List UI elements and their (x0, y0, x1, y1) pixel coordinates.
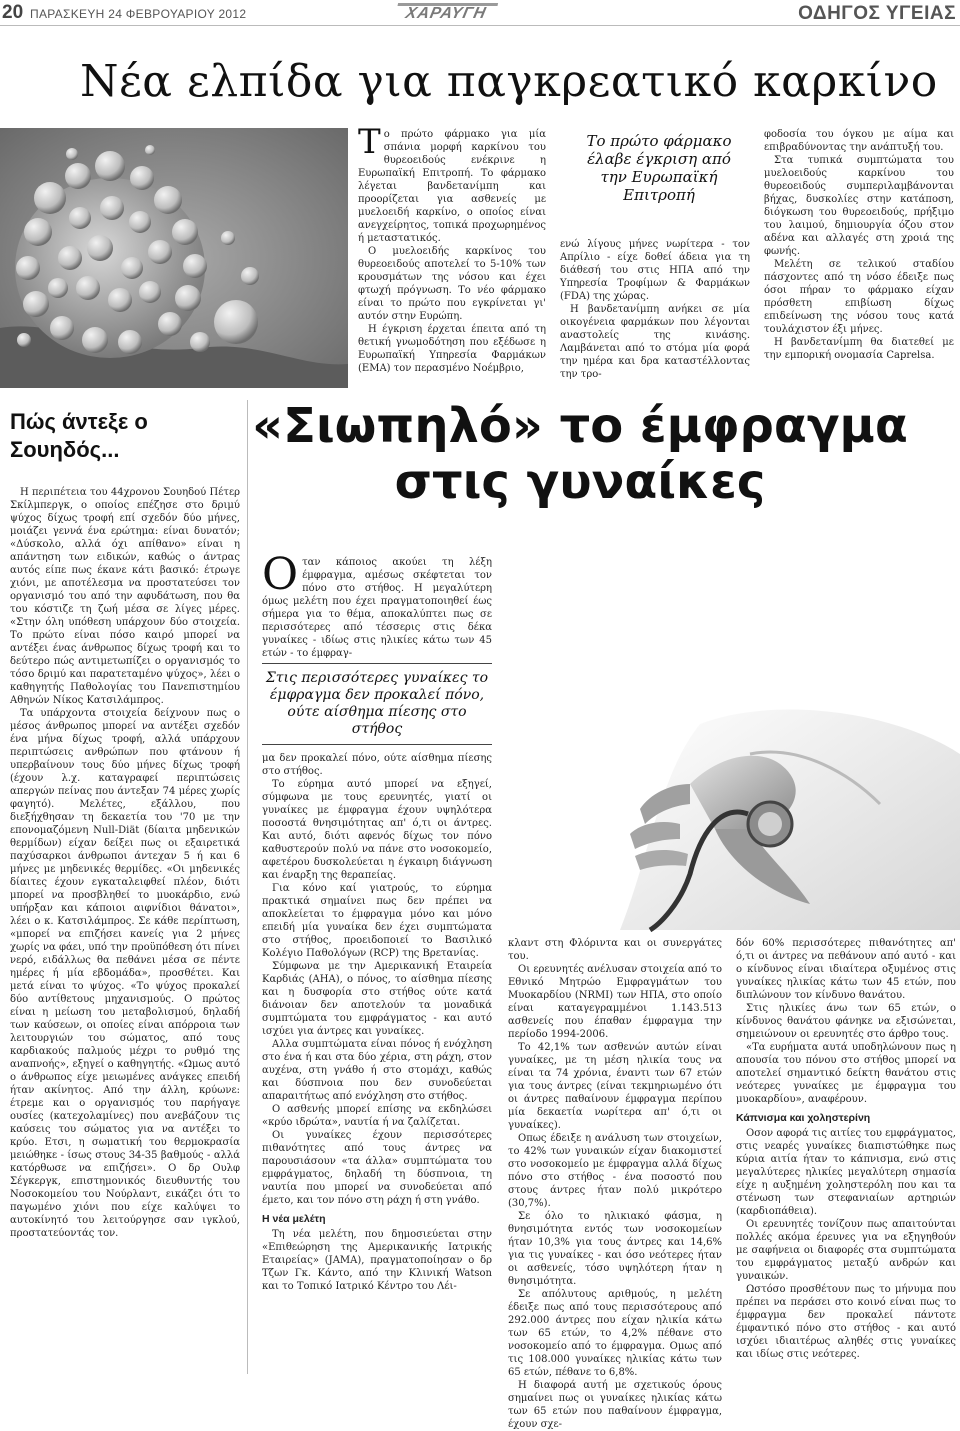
article1-pull-quote: Το πρώτο φάρμακο έλαβε έγκριση από την Ευρωπαϊκή Επιτροπή (586, 132, 732, 204)
paragraph: Στα τυπικά συμπτώματα του μυελοειδούς καρκίνου του θυρεοειδούς συμπεριλαμβάνονται βήχας, δυσκολίες στην κατάποση, διόγκωση του θυρεοειδούς, πρήξιμο του λαιμού, δημιουργία όζου στον αδένα και αλλαγές στη χροιά της φωνής. (764, 155, 954, 257)
sidebar-box (0, 400, 248, 1374)
paragraph: Οι ερευνητές ανέλυσαν στοιχεία από το Εθνικό Μητρώο Εμφραγμάτων του Μυοκαρδίου (NRMI) των ΗΠΑ, στο οποίο είναι καταγεγραμμένοι 1.143.513 ασθενείς που έπαθαν έμφραγμα την περίοδο 1994-2006. (508, 964, 722, 1040)
headline-line-2: στις γυναίκες (394, 454, 766, 510)
paragraph: Η διαφορά αυτή με σχετικούς όρους σημαίνει πως οι γυναίκες ηλικίας κάτω των 65 ετών που παθαίνουν έμφραγμα, έχουν σχε- (508, 1380, 722, 1430)
paragraph: Σε όλο το ηλικιακό φάσμα, η θνησιμότητα εντός των νοσοκομείων ήταν 10,3% για τους άντρες και 14,6% για τις γυναίκες - και όσο νεότερες ήταν οι ασθενείς, τόσο υψηλότερη ήταν η θνησιμότητα. (508, 1211, 722, 1287)
page-number: 20 (2, 2, 24, 23)
paragraph: Οι ερευνητές τονίζουν πως απαιτούνται πολλές ακόμα έρευνες για να εξηγηθούν με σαφήνεια οι διαφορές στα συμπτώματα του εμφράγματος μεταξύ ανδρών και γυναικών. (736, 1219, 956, 1282)
article2-headline (200, 398, 960, 510)
paragraph: Η περιπέτεια του 44χρονου Σουηδού Πέτερ Σκίλμπεργκ, ο οποίος επέζησε στο δριμύ ψύχος δίχως τροφή επί σχεδόν δύο μήνες, μοιάζει γεννά ένα ερώτημα: είναι δυνατόν; «Δύσκολο, αλλά όχι απίθανο» είναι η απάντηση των ειδικών, καθώς ο άντρας αυτός είπε πως έκανε κάτι βασικό: έτρωγε χιόνι, με αποτέλεσμα να προστατεύσει τον οργανισμό του από την αφυδάτωση, που θα του κόστιζε τη ζωή μέσα σε λίγες μέρες. «Στην όλη υπόθεση υπάρχουν δύο στοιχεία. Το πρώτο είναι πόσο καιρό μπορεί να αντέξει ένας άνθρωπος δίχως τροφή και το δεύτερο πώς αντιμετωπίζει ο οργανισμός το τόσο δριμύ και παρατεταμένο ψύχος», λέει ο καθηγητής Παθολογίας του Πανεπιστημίου Αθηνών Νίκος Κατσιλάμπρος. (10, 487, 240, 706)
sidebar-body (10, 486, 240, 1240)
paragraph: ταν κάποιος ακούει τη λέξη έμφραγμα, αμέσως σκέφτεται τον πόνο στο στήθος. Η μεγαλύτερη όμως μελέτη που έχει πραγματοποιηθεί έως σήμερα για το θέμα, αποκαλύπτει πως σε περισσότερες από τέσσερις στις δέκα γυναίκες - ιδίως στις ηλικίες κάτω των 45 ετών - το έμφραγ- (262, 557, 492, 659)
paragraph: Η βανδετανίμπη θα διατεθεί με την εμπορική ονομασία Caprelsa. (764, 337, 954, 361)
paragraph: Στις ηλικίες άνω των 65 ετών, ο κίνδυνος θανάτου φάνηκε να εξισώνεται, σημειώνουν οι ερευνητές στο άρθρο τους. (736, 1003, 956, 1040)
paragraph: Αλλα συμπτώματα είναι πόνος ή ενόχληση στο ένα ή και στα δύο χέρια, στη ράχη, στον αυχένα, στη γνάθο ή στο στομάχι, καθώς και δύσπνοια που δεν συνοδεύεται απαραιτήτως από ενόχληση στο στήθος. (262, 1039, 492, 1102)
article2-column-a (262, 752, 492, 1293)
paragraph: Για κόνο καί γιατρούς, το εύρημα πρακτικά σημαίνει πως δεν πρέπει να αποκλείεται το έμφραγμα μόνο και μόνο επειδή μία γυναίκα δεν έχει συμπτώματα στο στήθος, προειδοποιεί το Βασιλικό Κολέγιο Παθολόγων (RCP) της Βρετανίας. (262, 883, 492, 959)
subheading: Κάπνισμα και χοληστερίνη (736, 1112, 871, 1124)
article1-column-2 (560, 238, 750, 381)
paragraph: κλαντ στη Φλόριντα και οι συνεργάτες του. (508, 938, 722, 962)
cancer-cell-photo (0, 128, 348, 388)
paragraph: Η έγκριση έρχεται έπειτα από τη θετική γνωμοδότηση που εξέδωσε η Ευρωπαϊκή Υπηρεσία Φαρμάκων (ΕΜΑ) τον περασμένο Νοέμβριο, (358, 324, 546, 374)
paragraph: ο πρώτο φάρμακο για μία σπάνια μορφή καρκίνου του θυρεοειδούς ενέκρινε η Ευρωπαϊκή Επιτροπή. Το φάρμακο λέγεται βανδετανίμπη και προορίζεται για ασθενείς με μυελοειδή καρκίνο, ο οποίος είναι ανεγχείρητος, τοπικά προχωρημένος ή μεταστατικός. (358, 129, 546, 244)
dropcap: Ο (262, 549, 299, 600)
headline-line-1: «Σιωπηλό» το έμφραγμα (252, 398, 908, 454)
newspaper-logo: ΧΑΡΑΥΓΗ (394, 3, 499, 23)
stethoscope-photo (500, 634, 960, 930)
paragraph: Οι γυναίκες έχουν περισσότερες πιθανότητες από τους άντρες να παρουσιάσουν «τα άλλα» συμπτώματα του εμφράγματος, δηλαδή τη δύσπνοια, τη ναυτία που μπορεί να συνοδεύεται από έμετο, και τον πόνο στη ράχη ή στη γνάθο. (262, 1130, 492, 1206)
paragraph: φοδοσία του όγκου με αίμα και επιβραδύνοντας την ανάπτυξή του. (764, 129, 954, 153)
issue-date: ΠΑΡΑΣΚΕΥΗ 24 ΦΕΒΡΟΥΑΡΙΟΥ 2012 (30, 7, 247, 21)
article2-pull-quote: Στις περισσότερες γυναίκες το έμφραγμα δεν προκαλεί πόνο, ούτε αίσθημα πίεσης στο στήθος (262, 663, 492, 745)
subheading: Η νέα μελέτη (262, 1213, 326, 1225)
paragraph: Το εύρημα αυτό μπορεί να εξηγεί, σύμφωνα με τους ερευνητές, γιατί οι γυναίκες με έμφραγμα έχουν υψηλότερα ποσοστά θνησιμότητας απ' ό,τι οι άντρες. Και αυτό, διότι αφενός δίχως τον πόνο καθυστερούν πολύ να πάνε στο νοσοκομείο, αφετέρου δυσκολεύεται η έγκαιρη διάγνωση και έναρξη της θεραπείας. (262, 779, 492, 881)
article2-lead (262, 549, 492, 660)
paragraph: Τα υπάρχοντα στοιχεία δείχνουν πως ο μέσος άνθρωπος μπορεί να αντέξει σχεδόν ένα μήνα δίχως τροφή, αλλά υπάρχουν περιπτώσεις ανθρώπων που φτάνουν ή υπερβαίνουν τους δύο μήνες δίχως τροφή (έχουν λ.χ. καταγραφεί περιπτώσεις απεργών πείνας που άντεξαν 74 μέρες χωρίς φαγητό). Μελέτες, εξάλλου, που διεξήχθησαν τη δεκαετία του '70 με την επονομαζόμενη Null-Diät (δίαιτα μηδενικών θερμίδων) είχαν δείξει πως οι εξαιρετικά παχύσαρκοι άνθρωποι άντεχαν 5 ή και 6 μήνες με μηδενικές θερμίδες. «Οι μηδενικές δίαιτες έχουν εγκαταλειφθεί πλέον, διότι μπορεί να προσβληθεί το μυοκάρδιο, ενώ υπήρξαν και κάποιοι αιφνίδιοι θάνατοι», λέει ο κ. Κατσιλάμπρος. Σε κάθε περίπτωση, «μπορεί να επιζήσει κανείς για 2 μήνες χωρίς να φάει, υπό την προϋπόθεση ότι πίνει νερό, ειδάλλως θα πεθάνει μέσα σε πέντε ημέρες ή μία εβδομάδα», προσθέτει. Και μετά είναι το ψύχος. «Το ψύχος προκαλεί δύο αντίθετους μηχανισμούς. Ο πρώτος είναι η μείωση του μεταβολισμού, δηλαδή των καύσεων, οι οποίες είναι απόρροια των λειτουργιών του σώματος, από τους καρδιακούς παλμούς μέχρι το ρυθμό της αναπνοής», εξηγεί ο καθηγητής. «Ωμως αυτό ο άνθρωπος είχε μειωμένες ανάγκες επειδή ήταν ακίνητος. Από την άλλη, κρύωνε: έτρεμε και ο οργανισμός του παρήγαγε ουσίες (κατεχολαμίνες) που ανεβάζουν τις καύσεις του σώματος για να αντέξει το κρύο. Ετσι, η σωματική του θερμοκρασία μειώθηκε - ίσως στους 34-35 βαθμούς - αλλά κατόρθωσε να επιζήσει». Ο δρ Ουλφ Σέγκεργκ, επιστημονικός διευθυντής του Νοσοκομείου του Νούρλαντ, εικάζει ότι το παγωμένο χιόνι που είχε καλύψει το αυτοκίνητό του λειτούργησε σαν ιγκλού, προστατεύοντάς τον. (10, 708, 240, 1239)
paragraph: Μελέτη σε τελικού σταδίου πάσχοντες από τη νόσο έδειξε πως όσοι πήραν το φάρμακο είχαν πρόσθετη επιβίωση δίχως επιδείνωση της νόσου τους κατά τουλάχιστον έξι μήνες. (764, 259, 954, 335)
paragraph: μα δεν προκαλεί πόνο, ούτε αίσθημα πίεσης στο στήθος. (262, 753, 492, 777)
paragraph: Οπως έδειξε η ανάλυση των στοιχείων, το 42% των γυναικών είχαν διακομιστεί στο νοσοκομείο με έμφραγμα αλλά δίχως πόνο στο στήθος - ένα ποσοστό που στους άντρες ήταν πολύ μικρότερο (30,7%). (508, 1133, 722, 1209)
paragraph: ενώ λίγους μήνες νωρίτερα - τον Απρίλιο - είχε δοθεί άδεια για τη διάθεσή του στις ΗΠΑ από την Υπηρεσία Τροφίμων & Φαρμάκων (FDA) της χώρας. (560, 239, 750, 302)
article1-column-1 (358, 122, 546, 375)
paragraph: Σε απόλυτους αριθμούς, η μελέτη έδειξε πως από τους περισσότερους από 292.000 άντρες που είχαν ηλικία κάτω των 65 ετών, το 4,2% πέθανε στο νοσοκομείο από το έμφραγμα. Ομως από τις 108.000 γυναίκες ηλικίας κάτω των 65 ετών, πέθανε το 6,8%. (508, 1289, 722, 1378)
section-title: ΟΔΗΓΟΣ ΥΓΕΙΑΣ (798, 3, 956, 24)
paragraph: Τη νέα μελέτη, που δημοσιεύεται στην «Επιθεώρηση της Αμερικανικής Ιατρικής Εταιρείας» (JAMA), πραγματοποίησαν ο δρ Τζων Γκ. Κάντο, από την Κλινική Watson και το Τοπικό Ιατρικό Κέντρο του Λέι- (262, 1229, 492, 1292)
paragraph: Η βανδετανίμπη ανήκει σε μία οικογένεια φαρμάκων που λέγονται αναστολείς της κινάσης. Λαμβάνεται από το στόμα μία φορά την ημέρα και δρα καταστέλλοντας την τρο- (560, 304, 750, 380)
page-header (0, 0, 960, 26)
dropcap: Τ (358, 122, 381, 162)
sidebar-headline: Πώς άντεξε ο Σουηδός... (10, 409, 148, 462)
article1-headline: Νέα ελπίδα για παγκρεατικό καρκίνο (80, 56, 938, 107)
paragraph: Σύμφωνα με την Αμερικανική Εταιρεία Καρδιάς (AHA), ο πόνος, το αίσθημα πίεσης και η δυσφορία στο στήθος ούτε κατά διάνοιαν δεν αποτελούν τα μοναδικά συμπτώματα του εμφράγματος - και αυτό ισχύει για άντρες και γυναίκες. (262, 961, 492, 1037)
article2-column-c (736, 937, 956, 1361)
article1-column-3 (764, 128, 954, 362)
paragraph: «Τα ευρήματα αυτά υποδηλώνουν πως η απουσία του πόνου στο στήθος μπορεί να αποτελεί σημαντικό δείκτη θανάτου στις νεότερες γυναίκες με έμφραγμα του μυοκαρδίου», αναφέρουν. (736, 1042, 956, 1105)
paragraph: Ο μυελοειδής καρκίνος του θυρεοειδούς αποτελεί το 5-10% των κρουσμάτων της νόσου και έχει φτωχή πρόγνωση. Το νέο φάρμακο είναι το πρώτο που εγκρίνεται γι' αυτόν στην Ευρώπη. (358, 246, 546, 322)
paragraph: Ωστόσο προσθέτουν πως το μήνυμα που πρέπει να περάσει στο κοινό είναι πως το έμφραγμα δεν προκαλεί πάντοτε έμφαντικό πόνο στο στήθος - και αυτό ισχύει ιδιαιτέρως αληθές στις γυναίκες και ιδίως στις νεότερες. (736, 1284, 956, 1360)
paragraph: δόν 60% περισσότερες πιθανότητες απ' ό,τι οι άντρες να πεθάνουν από αυτό - και ο κίνδυνος είναι ιδιαίτερα οξυμένος στις γυναίκες ηλικίας κάτω των 45 ετών, που διπλώνουν τον κίνδυνο θανάτου. (736, 938, 956, 1001)
paragraph: Οσον αφορά τις αιτίες του εμφράγματος, στις νεαρές γυναίκες διαπιστώθηκε πως κύρια αιτία ήταν το κάπνισμα, ενώ στις μεγαλύτερες ηλικίες μεγαλύτερη σημασία είχε η αυξημένη χοληστερόλη που και τα στένωση των στεφανιαίων αρτηριών (καρδιοπάθεια). (736, 1128, 956, 1217)
paragraph: Το 42,1% των ασθενών αυτών είναι γυναίκες, με τη μέση ηλικία τους να είναι τα 74 χρόνια, έναντι των 67 ετών για τους άντρες (είναι τεκμηριωμένο ότι οι άντρες παθαίνουν έμφραγμα περίπου μία δεκαετία νωρίτερα απ' ό,τι οι γυναίκες). (508, 1042, 722, 1131)
paragraph: Ο ασθενής μπορεί επίσης να εκδηλώσει «κρύο ιδρώτα», ναυτία ή να ζαλίζεται. (262, 1104, 492, 1128)
article2-column-b (508, 937, 722, 1431)
